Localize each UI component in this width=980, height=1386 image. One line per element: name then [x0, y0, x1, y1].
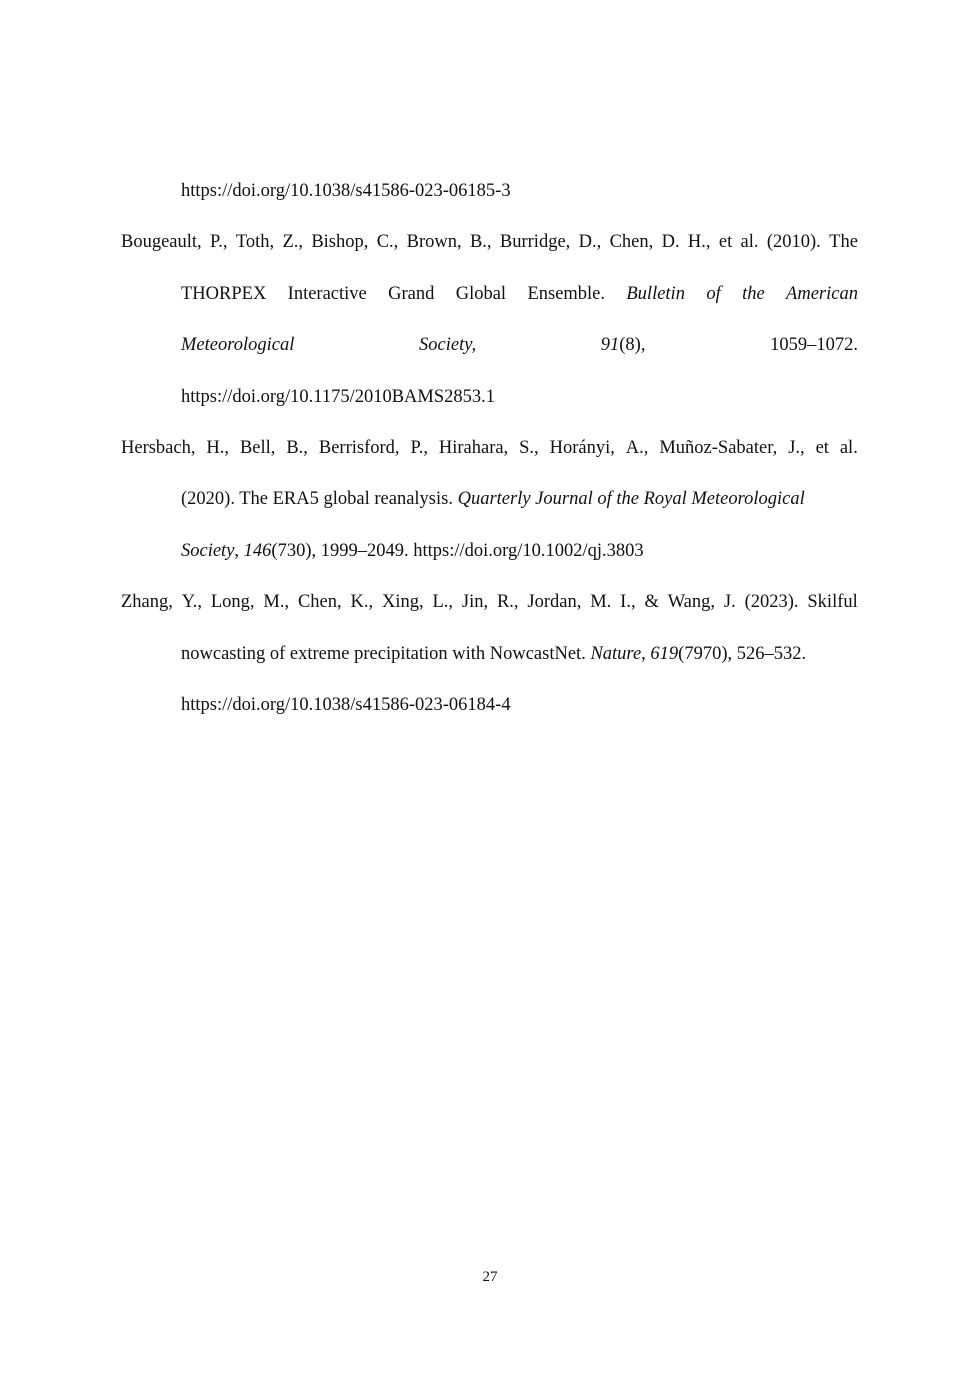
reference-line: Zhang, Y., Long, M., Chen, K., Xing, L., Jin, R., Jordan, M. I., & Wang, J. (2023). Skilful — [121, 592, 858, 612]
reference-line: THORPEX Interactive Grand Global Ensemble. Bulletin of the American — [181, 284, 858, 304]
reference-line: nowcasting of extreme precipitation with NowcastNet. Nature, 619(7970), 526–532. — [181, 644, 807, 664]
volume: 619 — [650, 644, 679, 664]
volume: 91 — [600, 335, 620, 355]
journal-title: Nature — [590, 644, 642, 664]
reference-line: Meteorological Society, 91(8), 1059–1072. — [181, 335, 858, 355]
reference-line: Society, 146(730), 1999–2049. https://doi.org/10.1002/qj.3803 — [181, 541, 644, 561]
journal-title: Quarterly Journal of the Royal Meteorological — [457, 489, 805, 509]
reference-line: (2020). The ERA5 global reanalysis. Quarterly Journal of the Royal Meteorological — [181, 489, 805, 509]
page-number: 27 — [482, 1269, 498, 1285]
reference-line: Bougeault, P., Toth, Z., Bishop, C., Brown, B., Burridge, D., Chen, D. H., et al. (2010). The — [121, 232, 858, 252]
volume: 146 — [243, 541, 272, 561]
reference-url-carryover: https://doi.org/10.1038/s41586-023-06185-3 — [181, 181, 511, 201]
reference-url: https://doi.org/10.1038/s41586-023-06184-4 — [181, 695, 511, 715]
journal-title: Meteorological — [181, 335, 295, 355]
reference-url: https://doi.org/10.1175/2010BAMS2853.1 — [181, 387, 496, 407]
reference-line: Hersbach, H., Bell, B., Berrisford, P., Hirahara, S., Horányi, A., Muñoz-Sabater, J., et al. — [121, 438, 858, 458]
